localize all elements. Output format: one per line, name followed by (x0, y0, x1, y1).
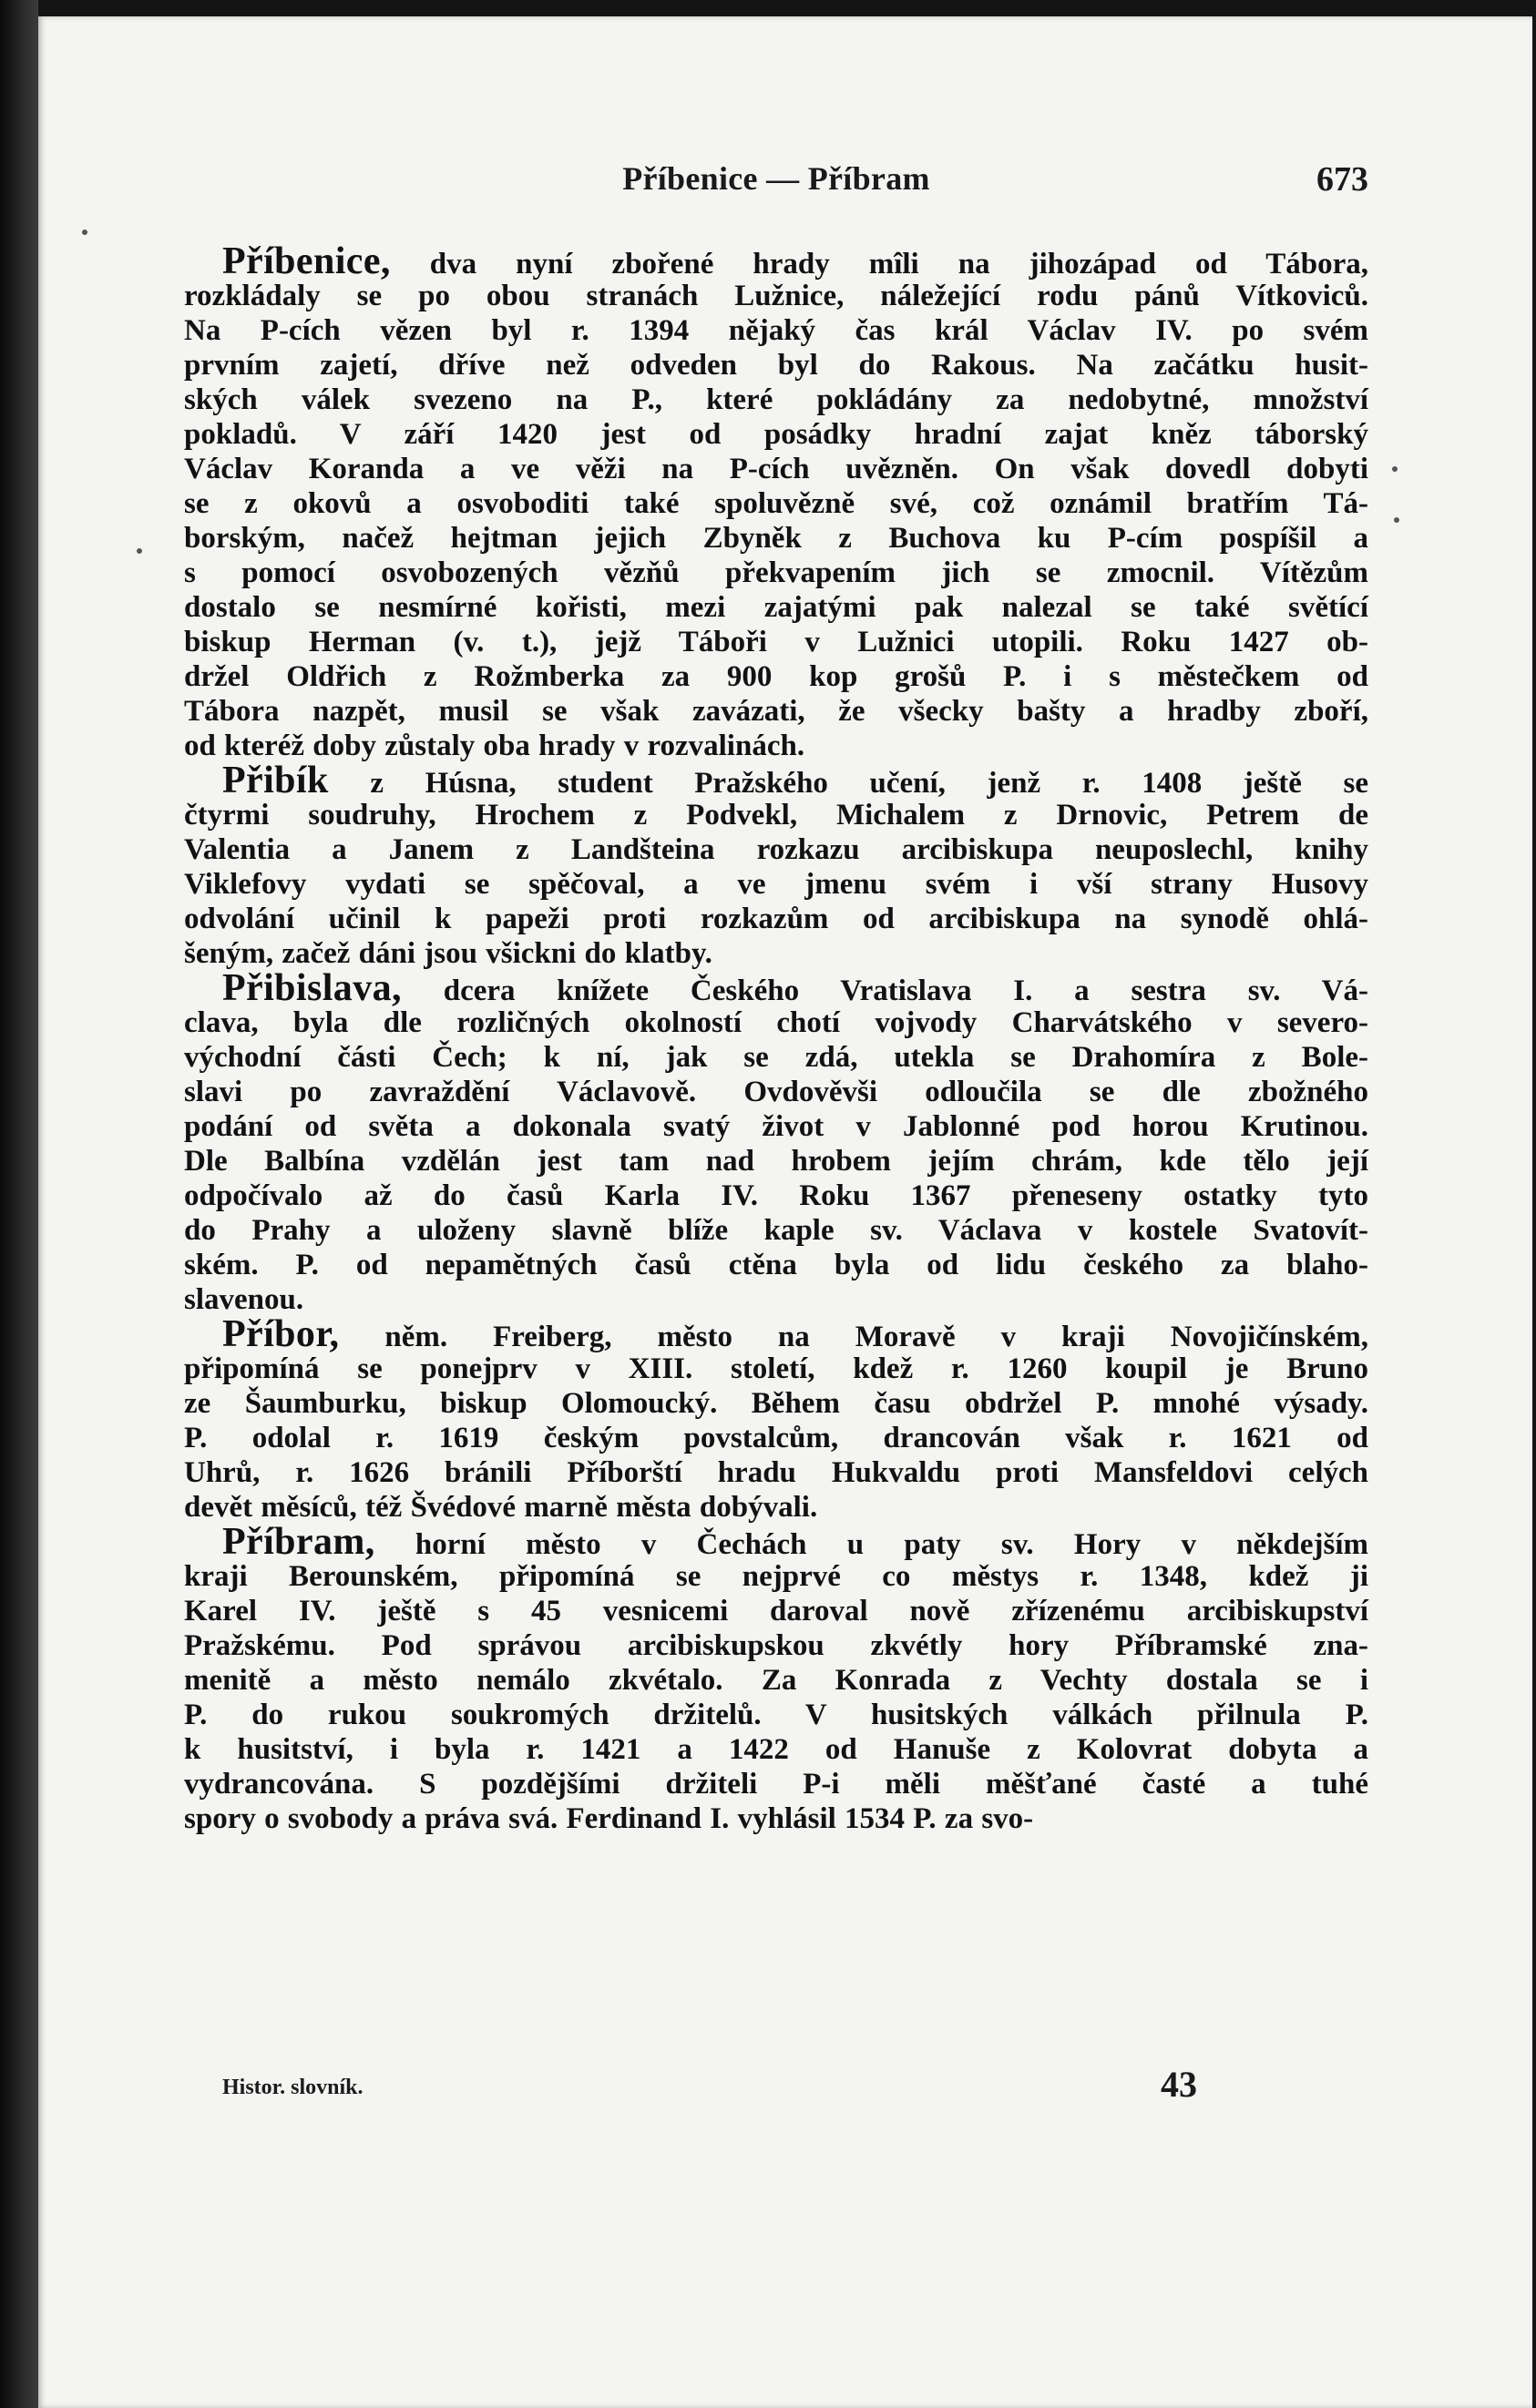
text-line (184, 1732, 1368, 1767)
running-head-title: Příbenice — Příbram (622, 160, 930, 197)
dictionary-entry (184, 967, 1368, 1317)
line-text: rozkládaly se po obou stranách Lužnice, náležející rodu pánů Vítkoviců. (184, 280, 1368, 312)
line-text: devět měsíců, též Švédové marně města dobývali. (184, 1491, 818, 1524)
line-text: P. do rukou soukromých držitelů. V husitských válkách přilnula P. (184, 1699, 1368, 1731)
line-text: Na P-cích vězen byl r. 1394 nějaký čas král Václav IV. po svém (184, 314, 1368, 347)
line-text: odpočívalo až do časů Karla IV. Roku 1367 přeneseny ostatky tyto (184, 1179, 1368, 1212)
entry-first-line (184, 240, 1368, 282)
entry-first-line (184, 1313, 1368, 1355)
text-line (184, 486, 1368, 521)
line-text: kraji Berounském, připomíná se nejprvé co městys r. 1348, kdež ji (184, 1560, 1368, 1593)
text-line (184, 936, 1368, 971)
line-text: držel Oldřich z Rožmberka za 900 kop grošů P. i s městečkem od (184, 660, 1368, 693)
headword: Příbram, (222, 1521, 375, 1563)
text-line (184, 1490, 1368, 1525)
line-text: menitě a město nemálo zkvétalo. Za Konrada z Vechty dostala se i (184, 1664, 1368, 1697)
dictionary-entry (184, 1521, 1369, 1836)
text-line (184, 1109, 1368, 1144)
line-text: z Húsna, student Pražského učení, jenž r. 1408 ještě se (370, 767, 1368, 800)
book-page (38, 16, 1532, 2408)
text-line (184, 625, 1368, 659)
page-number: 673 (1316, 160, 1368, 199)
line-text: dcera knížete Českého Vratislava I. a sestra sv. Vá- (443, 974, 1368, 1007)
text-line (184, 1352, 1368, 1386)
line-text: slavenou. (184, 1283, 304, 1316)
line-text: dostalo se nesmírné kořisti, mezi zajatými pak nalezal se také světící (184, 591, 1368, 624)
text-line (184, 1801, 1368, 1836)
text-line (184, 1767, 1368, 1801)
print-speck (137, 548, 142, 554)
line-text: šeným, začež dáni jsou všickni do klatby. (184, 937, 712, 970)
line-text: Valentia a Janem z Landšteina rozkazu arcibiskupa neuposlechl, knihy (184, 833, 1368, 866)
dictionary-entry (184, 1313, 1368, 1525)
line-text: od kteréž doby zůstaly oba hrady v rozvalinách. (184, 730, 805, 762)
text-line (184, 1594, 1368, 1628)
printer-signature: Histor. slovník. (222, 2076, 364, 2099)
line-text: podání od světa a dokonala svatý život v Jablonné pod horou Krutinou. (184, 1110, 1368, 1143)
line-text: P. odolal r. 1619 českým povstalcům, drancován však r. 1621 od (184, 1422, 1368, 1454)
line-text: východní části Čech; k ní, jak se zdá, utekla se Drahomíra z Bole- (184, 1041, 1368, 1074)
signature-number: 43 (1161, 2064, 1197, 2105)
line-text: biskup Herman (v. t.), jejž Táboři v Lužnici utopili. Roku 1427 ob- (184, 626, 1368, 658)
line-text: slavi po zavraždění Václavově. Ovdověvši odloučila se dle zbožného (184, 1076, 1368, 1108)
line-text: dva nyní zbořené hrady mîli na jihozápad od Tábora, (429, 248, 1368, 281)
text-line (184, 832, 1368, 867)
headword: Přibík (222, 760, 329, 801)
text-line (184, 1386, 1368, 1421)
text-line (184, 1421, 1368, 1455)
text-line (184, 1628, 1368, 1663)
running-head (184, 159, 1368, 214)
line-text: Dle Balbína vzdělán jest tam nad hrobem jejím chrám, kde tělo její (184, 1145, 1368, 1178)
print-speck (82, 230, 87, 235)
headword: Příbor, (222, 1313, 340, 1355)
dictionary-entry (184, 760, 1368, 971)
text-line (184, 1559, 1368, 1594)
line-text: ských válek svezeno na P., které pokládány za nedobytné, množství (184, 383, 1368, 416)
line-text: Václav Koranda a ve věži na P-cích uvězněn. On však dovedl dobyti (184, 453, 1368, 485)
line-text: borským, načež hejtman jejich Zbyněk z Buchova ku P-cím pospíšil a (184, 522, 1368, 555)
dictionary-text (184, 240, 1369, 1836)
line-text: spory o svobody a práva svá. Ferdinand I. vyhlásil 1534 P. za svo- (184, 1802, 1034, 1835)
scan-edge-left (0, 0, 38, 2408)
text-line (184, 383, 1368, 417)
text-line (184, 1144, 1368, 1178)
text-line (184, 1698, 1368, 1732)
line-text: s pomocí osvobozených vězňů překvapením jich se zmocnil. Vítězům (184, 556, 1368, 589)
line-text: do Prahy a uloženy slavně blíže kaple sv. Václava v kostele Svatovít- (184, 1214, 1368, 1247)
print-speck (1394, 517, 1399, 523)
headword: Příbenice, (222, 240, 391, 282)
text-line (184, 452, 1368, 486)
text-line (184, 590, 1368, 625)
text-line (184, 1040, 1368, 1075)
entry-first-line (184, 1521, 1369, 1563)
line-text: ském. P. od nepamětných časů ctěna byla od lidu českého za blaho- (184, 1249, 1368, 1281)
text-line (184, 1663, 1368, 1698)
print-speck (1392, 466, 1398, 472)
line-text: pokladů. V září 1420 jest od posádky hradní zajat kněz táborský (184, 418, 1368, 451)
text-line (184, 556, 1368, 590)
text-line (184, 1075, 1368, 1109)
text-line (184, 659, 1368, 694)
text-line (184, 279, 1368, 313)
entry-first-line (184, 760, 1368, 801)
headword: Přibislava, (222, 967, 402, 1009)
text-line (184, 729, 1368, 763)
text-line (184, 521, 1368, 556)
line-text: prvním zajetí, dříve než odveden byl do Rakous. Na začátku husit- (184, 349, 1368, 382)
dictionary-entry (184, 240, 1368, 763)
entry-first-line (184, 967, 1368, 1009)
line-text: Uhrů, r. 1626 bránili Příborští hradu Hukvaldu proti Mansfeldovi celých (184, 1456, 1368, 1489)
line-text: odvolání učinil k papeži proti rozkazům od arcibiskupa na synodě ohlá- (184, 903, 1368, 935)
text-line (184, 313, 1368, 348)
text-line (184, 1213, 1368, 1248)
text-line (184, 1282, 1368, 1317)
page-footer (222, 2063, 1270, 2108)
text-line (184, 417, 1368, 452)
line-text: vydrancována. S pozdějšími držiteli P-i měli měšťané časté a tuhé (184, 1768, 1368, 1801)
text-line (184, 348, 1368, 383)
line-text: něm. Freiberg, město na Moravě v kraji Novojičínském, (384, 1321, 1368, 1353)
text-line (184, 902, 1368, 936)
line-text: Viklefovy vydati se spěčoval, a ve jmenu svém i vší strany Husovy (184, 868, 1368, 901)
line-text: čtyrmi soudruhy, Hrochem z Podvekl, Michalem z Drnovic, Petrem de (184, 799, 1368, 832)
text-line (184, 867, 1368, 902)
text-line (184, 1455, 1368, 1490)
line-text: připomíná se ponejprv v XIII. století, kdež r. 1260 koupil je Bruno (184, 1352, 1368, 1385)
text-line (184, 1005, 1368, 1040)
text-line (184, 798, 1368, 832)
line-text: se z okovů a osvoboditi také spoluvězně své, což oznámil bratřím Tá- (184, 487, 1368, 520)
line-text: horní město v Čechách u paty sv. Hory v někdejším (415, 1528, 1369, 1561)
line-text: ze Šaumburku, biskup Olomoucký. Během času obdržel P. mnohé výsady. (184, 1387, 1368, 1420)
line-text: Pražskému. Pod správou arcibiskupskou zkvétly hory Příbramské zna- (184, 1629, 1368, 1662)
line-text: k husitství, i byla r. 1421 a 1422 od Hanuše z Kolovrat dobyta a (184, 1733, 1368, 1766)
line-text: Tábora nazpět, musil se však zavázati, že všecky bašty a hradby zboří, (184, 695, 1368, 728)
line-text: Karel IV. ještě s 45 vesnicemi daroval nově zřízenému arcibiskupství (184, 1595, 1368, 1627)
text-line (184, 694, 1368, 729)
line-text: clava, byla dle rozličných okolností chotí vojvody Charvátského v severo- (184, 1006, 1368, 1039)
text-line (184, 1248, 1368, 1282)
text-line (184, 1178, 1368, 1213)
